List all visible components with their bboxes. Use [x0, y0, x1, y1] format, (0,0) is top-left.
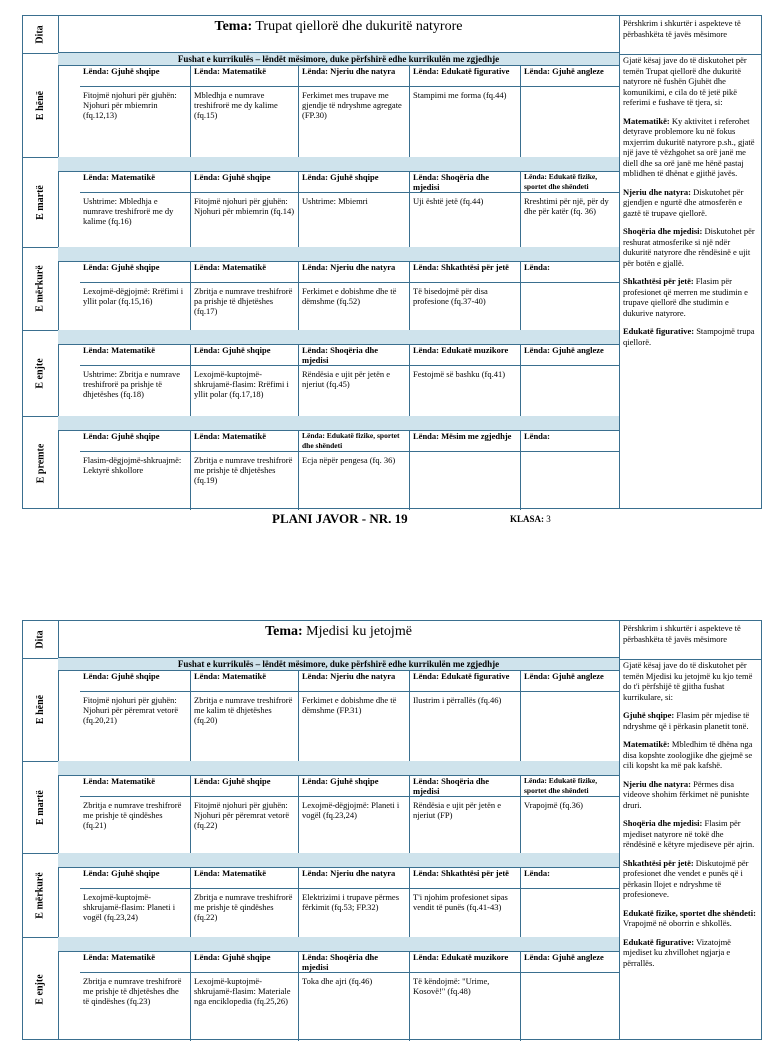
fushat-header: Fushat e kurrikulës – lëndët mësimore, duke përfshirë edhe kurrikulën me zgjedhje: [58, 658, 619, 671]
side-note: Gjatë kësaj jave do të diskutohet për temën Trupat qiellorë dhe dukuritë natyrore në fushën Gjuhët dhe komunikimi, e cila do të jetë pikë referimi e fushave të tjera, si:: [623, 55, 747, 107]
lesson-cell: Të bisedojmë për disa profesione (fq.37-40): [410, 283, 521, 330]
subject-header: Lënda: Gjuhë shqipe: [191, 951, 299, 973]
subject-header: Lënda: Gjuhë angleze: [521, 670, 619, 692]
side-notes: [623, 55, 758, 347]
side-header: Përshkrim i shkurtër i aspekteve të përbashkëta të javës mësimore: [620, 623, 761, 660]
lesson-cell: Ushtrime: Zbritja e numrave treshifrorë pa prishje të dhjetëshes (fq.18): [80, 366, 191, 416]
subject-header: Lënda: Edukatë muzikore: [410, 344, 521, 366]
subject-header: Lënda: Gjuhë shqipe: [191, 775, 299, 797]
subject-header: Lënda: Edukatë figurative: [410, 65, 521, 87]
subject-header: Lënda: Matematikë: [191, 261, 299, 283]
lesson-cell: Ferkimet mes trupave me gjendje të ndryshme agregate (FP.30): [299, 87, 410, 157]
lesson-cell: Ilustrim i përrallës (fq.46): [410, 692, 521, 761]
day-label: E enjte: [35, 357, 46, 389]
day-row: [58, 670, 619, 761]
lesson-cell: Zbritja e numrave treshifrorë me prishje të dhjetëshes (fq.19): [191, 452, 299, 510]
lesson-cell: Fitojmë njohuri për gjuhën: Njohuri për përemrat vetorë (fq.20,21): [80, 692, 191, 761]
subject-header: Lënda: Gjuhë shqipe: [191, 344, 299, 366]
side-note: Gjuhë shqipe: Flasim për mjedise të ndryshme që i përkasin planetit tonë.: [623, 710, 750, 731]
lesson-cell: [521, 87, 619, 157]
lesson-cell: Zbritja e numrave treshifrorë me prishje të qindëshes (fq.21): [80, 797, 191, 853]
lesson-cell: Fitojmë njohuri për gjuhën: Njohuri për mbiemrin (fq.14): [191, 193, 299, 247]
subject-header: Lënda: Gjuhë angleze: [521, 65, 619, 87]
lesson-cell: Ferkimet e dobishme dhe të dëmshme (FP.31): [299, 692, 410, 761]
subject-header: Lënda:: [521, 867, 619, 889]
lesson-cell: [521, 452, 619, 510]
side-note: Shkathtësi për jetë: Diskutojmë për profesionet dhe vendet e punës që i përkasin llojet e ndryshme të profesioneve.: [623, 857, 749, 899]
tema-title: Tema: Trupat qiellorë dhe dukuritë natyrore: [58, 16, 619, 53]
subject-header: Lënda: Shoqëria dhe mjedisi: [410, 775, 521, 797]
subject-header: Lënda: Gjuhë shqipe: [80, 261, 191, 283]
subject-header: Lënda: Shoqëria dhe mjedisi: [299, 951, 410, 973]
day-column: [23, 16, 59, 508]
lesson-cell: Lexojmë-kuptojmë-shkrujamë-flasim: Materiale nga enciklopedia (fq.25,26): [191, 973, 299, 1041]
lesson-cell: Ferkimet e dobishme dhe të dëmshme (fq.52): [299, 283, 410, 330]
lesson-cell: [410, 452, 521, 510]
lesson-cell: Mbledhja e numrave treshifrorë me dy kalime (fq.15): [191, 87, 299, 157]
side-note: Gjatë kësaj jave do të diskutohet për temën Mjedisi ku jetojmë ku kjo temë do t'i përfshijë të gjitha fushat kurrikulare, si:: [623, 660, 753, 702]
side-header: Përshkrim i shkurtër i aspekteve të përbashkëta të javës mësimore: [620, 18, 761, 55]
lesson-cell: Ushtrime: Mbledhja e numrave treshifrorë me dy kalime (fq.16): [80, 193, 191, 247]
plan-title: PLANI JAVOR - NR. 19: [272, 511, 408, 526]
lesson-cell: Stampimi me forma (fq.44): [410, 87, 521, 157]
subject-header: Lënda: Gjuhë angleze: [521, 344, 619, 366]
subject-header: Lënda: Njeriu dhe natyra: [299, 65, 410, 87]
day-row: [58, 867, 619, 937]
subject-header: Lënda: Gjuhë shqipe: [299, 171, 410, 193]
lesson-cell: Vrapojmë (fq.36): [524, 800, 583, 810]
side-notes: [623, 660, 758, 968]
lesson-cell: Ushtrime: Mbiemri: [299, 193, 410, 247]
subject-header: Lënda: Edukatë fizike, sportet dhe shëndeti: [521, 171, 619, 193]
subject-header: Lënda: Gjuhë shqipe: [191, 171, 299, 193]
lesson-cell: Të këndojmë: "Urime, Kosovë!" (fq.48): [410, 973, 521, 1041]
day-column: [23, 621, 59, 1039]
day-row: [58, 775, 619, 853]
lesson-cell: Toka dhe ajri (fq.46): [299, 973, 410, 1041]
subject-header: Lënda: Matematikë: [191, 670, 299, 692]
subject-header: Lënda: Gjuhë shqipe: [80, 65, 191, 87]
subject-header: Lënda: Matematikë: [191, 430, 299, 452]
lesson-cell: Flasim-dëgjojmë-shkruajmë: Lektyrë shkollore: [80, 452, 191, 510]
subject-header: Lënda: Njeriu dhe natyra: [299, 670, 410, 692]
weekly-plan-table-1: [22, 15, 762, 509]
subject-header: Lënda: Matematikë: [80, 775, 191, 797]
subject-header: Lënda: Gjuhë shqipe: [299, 775, 410, 797]
day-label: E hënë: [34, 694, 46, 725]
subject-header: Lënda: Mësim me zgjedhje: [410, 430, 521, 452]
lesson-cell: [521, 283, 619, 330]
side-note: Edukatë figurative: Stampojmë trupa qiellorë.: [623, 326, 755, 347]
subject-header: Lënda: Gjuhë shqipe: [80, 867, 191, 889]
lesson-cell: [521, 889, 619, 937]
subject-header: Lënda: Matematikë: [191, 867, 299, 889]
side-note: Edukatë fizike, sportet dhe shëndeti: Vrapojmë në oborrin e shkollës.: [623, 907, 756, 928]
day-header: Dita: [35, 630, 46, 649]
subject-header: Lënda: Shkathtësi për jetë: [410, 261, 521, 283]
day-label: E hënë: [34, 90, 46, 120]
fushat-header: Fushat e kurrikulës – lëndët mësimore, duke përfshirë edhe kurrikulën me zgjedhje: [58, 53, 619, 66]
lesson-cell: Rëndësia e ujit për jetën e njeriut (FP): [410, 797, 521, 853]
day-row: [58, 951, 619, 1041]
lesson-cell: T'i njohim profesionet sipas vendit të punës (fq.41-43): [410, 889, 521, 937]
side-note: Shkathtësi për jetë: Flasim për profesionet që merren me studimin e trupave qiellorë dhe studimin e dukurive natyrore.: [623, 276, 748, 318]
klasa-label: KLASA: 3: [510, 514, 551, 524]
subject-header: Lënda: Shoqëria dhe mjedisi: [299, 344, 410, 366]
weekly-plan-table-2: [22, 620, 762, 1040]
side-note: Matematikë: Mbledhim të dhëna nga disa kopshte zoologjike dhe gjejmë se cili kopsht ka më pak kafshë.: [623, 739, 753, 770]
lesson-cell: Lexojmë-kuptojmë-shkrujamë-flasim: Rrëfimi i yllit polar (fq.17,18): [191, 366, 299, 416]
subject-header: Lënda: Gjuhë angleze: [521, 951, 619, 973]
lesson-cell: Zbritja e numrave treshifrorë pa prishje të dhjetëshes (fq.17): [191, 283, 299, 330]
subject-header: Lënda: Matematikë: [191, 65, 299, 87]
day-row: [58, 430, 619, 510]
day-row: [58, 344, 619, 416]
day-label: E enjte: [35, 973, 46, 1005]
day-label: E mërkurë: [35, 871, 47, 919]
lesson-cell: Lexojmë-dëgjojmë: Planeti i vogël (fq.23,24): [299, 797, 410, 853]
day-label: E martë: [35, 789, 46, 825]
subject-header: Lënda:: [521, 430, 619, 452]
lesson-cell: Elektrizimi i trupave përmes fërkimit (fq.53; FP.32): [299, 889, 410, 937]
lesson-cell: Zbritja e numrave treshifrorë me prishje të qindëshes (fq.22): [191, 889, 299, 937]
subject-header: Lënda: Matematikë: [80, 951, 191, 973]
main-column: [58, 16, 619, 508]
lesson-cell: Zbritja e numrave treshifrorë me kalim të dhjetëshes (fq.20): [191, 692, 299, 761]
side-note: Shoqëria dhe mjedisi: Diskutohet për reshurat atmosferike si një ndër dukuritë natyrore dhe rëndësinë e ujit për botën e gjallë.: [623, 226, 755, 268]
lesson-cell: Fitojmë njohuri për gjuhën: Njohuri për mbiemrin (fq.12,13): [80, 87, 191, 157]
day-row: [58, 261, 619, 330]
subject-header: Lënda: Gjuhë shqipe: [80, 430, 191, 452]
lesson-cell: Festojmë së bashku (fq.41): [410, 366, 521, 416]
subject-header: Lënda: Shkathtësi për jetë: [410, 867, 521, 889]
subject-header: Lënda: Gjuhë shqipe: [80, 670, 191, 692]
lesson-cell: Lexojmë-dëgjojmë: Rrëfimi i yllit polar (fq.15,16): [80, 283, 191, 330]
day-header: Dita: [35, 25, 46, 44]
side-column: [619, 621, 761, 1039]
subject-header: Lënda:: [521, 261, 619, 283]
lesson-cell: Fitojmë njohuri për gjuhën: Njohuri për përemrat vetorë (fq.22): [191, 797, 299, 853]
subject-header: Lënda: Matematikë: [80, 171, 191, 193]
lesson-cell: Zbritja e numrave treshifrorë me prishje të dhjetëshes dhe të qindëshes (fq.23): [80, 973, 191, 1041]
subject-header: Lënda: Edukatë muzikore: [410, 951, 521, 973]
side-column: [619, 16, 761, 508]
day-row: [58, 65, 619, 157]
side-note: Njeriu dhe natyra: Përmes disa videove shohim fërkimet në punishte druri.: [623, 778, 750, 810]
lesson-cell: [521, 366, 619, 416]
lesson-cell: [521, 973, 619, 1041]
tema-title: Tema: Mjedisi ku jetojmë: [58, 621, 619, 658]
side-note: Matematikë: Ky aktivitet i referohet detyrave problemore ku në fokus mxjerrim dukuritë natyrore p.sh., gjatë një jave të vëzhgohet sa orë janë me diell dhe sa orë janë me hënë pastaj mblidhen të dhënat e gjithë javës.: [623, 115, 755, 178]
lesson-cell: Rëndësia e ujit për jetën e njeriut (fq.45): [299, 366, 410, 416]
lesson-cell: Ecja nëpër pengesa (fq. 36): [299, 452, 410, 510]
subject-header: Lënda: Edukatë fizike, sportet dhe shëndeti: [299, 430, 410, 452]
day-label: E premte: [35, 443, 46, 483]
lesson-cell: Uji është jetë (fq.44): [410, 193, 521, 247]
side-note: Shoqëria dhe mjedisi: Flasim për mjediset natyrore në tokë dhe rëndësinë e këtyre mjediseve për ajrin.: [623, 818, 755, 849]
subject-header: Lënda: Edukatë figurative: [410, 670, 521, 692]
side-note: Njeriu dhe natyra: Diskutohet për gjendjen e ngurtë dhe atmosferën e gaztë të trupave qiellorë.: [623, 186, 744, 218]
day-label: E martë: [35, 184, 46, 220]
day-row: [58, 171, 619, 247]
subject-header: Lënda: Edukatë fizike, sportet dhe shëndeti: [521, 775, 619, 797]
subject-header: Lënda: Shoqëria dhe mjedisi: [410, 171, 521, 193]
main-column: [58, 621, 619, 1039]
lesson-cell: [521, 692, 619, 761]
lesson-cell: Rreshtimi për një, për dy dhe për katër (fq. 36): [524, 196, 609, 216]
subject-header: Lënda: Njeriu dhe natyra: [299, 867, 410, 889]
day-label: E mërkurë: [35, 265, 47, 312]
lesson-cell: Lexojmë-kuptojmë-shkrujamë-flasim: Planeti i vogël (fq.23,24): [80, 889, 191, 937]
subject-header: Lënda: Matematikë: [80, 344, 191, 366]
side-note: Edukatë figurative: Vizatojmë mjediset ku zhvillohet ngjarja e përrallës.: [623, 936, 731, 968]
subject-header: Lënda: Njeriu dhe natyra: [299, 261, 410, 283]
